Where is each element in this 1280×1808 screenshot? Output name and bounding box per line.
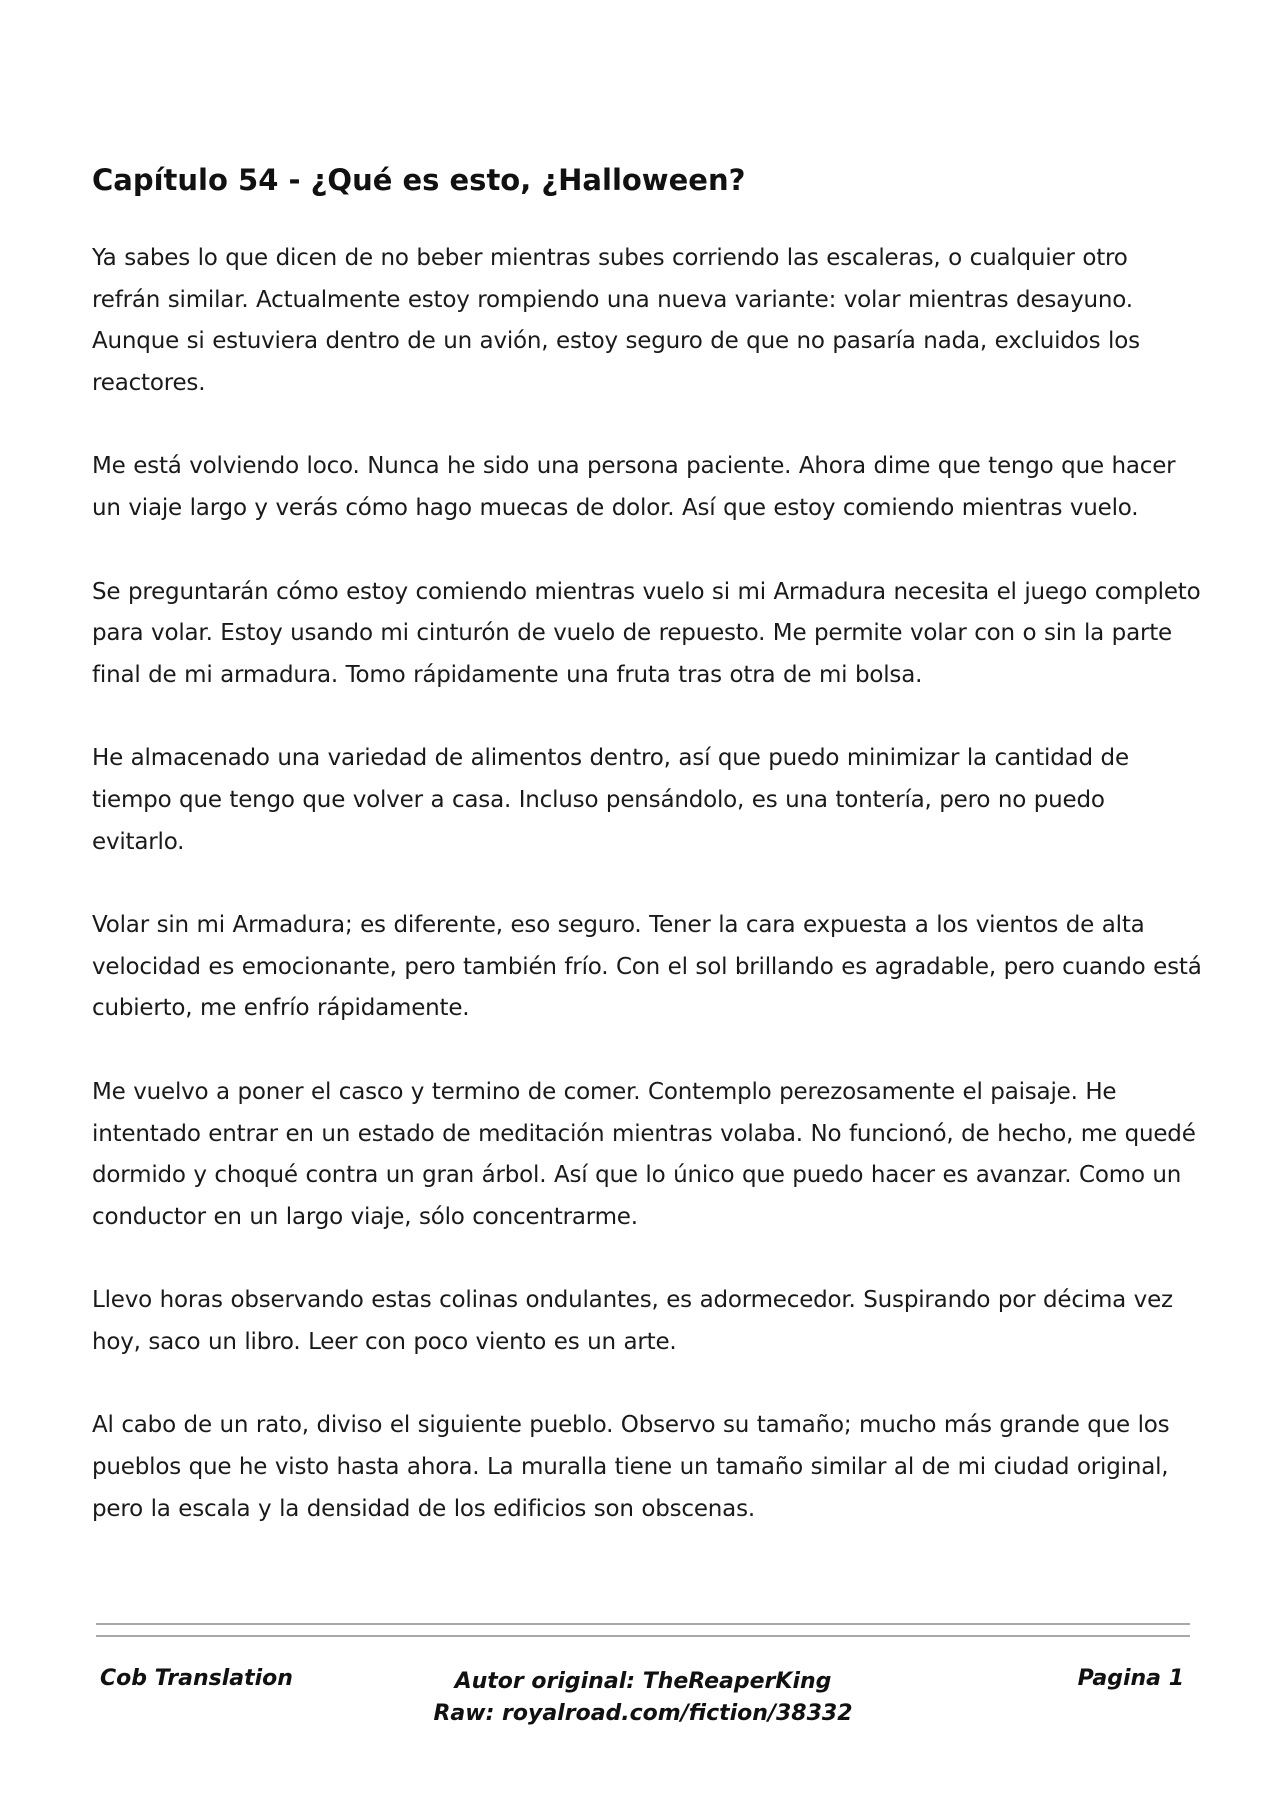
- paragraph-2: Me está volviendo loco. Nunca he sido una persona paciente. Ahora dime que tengo que hacer un viaje largo y verás cómo hago muecas de dolor. Así que estoy comiendo mientras vuelo.: [92, 453, 1176, 521]
- paragraph-1: Ya sabes lo que dicen de no beber mientras subes corriendo las escaleras, o cualquier otro refrán similar. Actualmente estoy rompiendo una nueva variante: volar mientras desayuno. Aunque si estuviera dentro de un avión, estoy seguro de que no pasaría nada, excluidos los reactores.: [92, 245, 1140, 396]
- paragraph-8: Al cabo de un rato, diviso el siguiente pueblo. Observo su tamaño; mucho más grande que los pueblos que he visto hasta ahora. La muralla tiene un tamaño similar al de mi ciudad original, pero la escala y la densidad de los edificios son obscenas.: [92, 1412, 1170, 1522]
- footer-raw-source: Raw: royalroad.com/fiction/38332: [433, 1701, 853, 1726]
- footer-translator: Cob Translation: [100, 1666, 293, 1691]
- paragraph-5: Volar sin mi Armadura; es diferente, eso seguro. Tener la cara expuesta a los vientos de alta velocidad es emocionante, pero también frío. Con el sol brillando es agradable, pero cuando está cubierto, me enfrío rápidamente.: [92, 912, 1202, 1022]
- paragraph-3: Se preguntarán cómo estoy comiendo mientras vuelo si mi Armadura necesita el juego completo para volar. Estoy usando mi cinturón de vuelo de repuesto. Me permite volar con o sin la parte final de mi armadura. Tomo rápidamente una fruta tras otra de mi bolsa.: [92, 578, 1201, 688]
- paragraph-6: Me vuelvo a poner el casco y termino de comer. Contemplo perezosamente el paisaje. He intentado entrar en un estado de meditación mientras volaba. No funcionó, de hecho, me quedé dormido y choqué contra un gran árbol. Así que lo único que puedo hacer es avanzar. Como un conductor en un largo viaje, sólo concentrarme.: [92, 1078, 1196, 1230]
- footer-divider-top: [96, 1623, 1190, 1625]
- footer-divider-bottom: [96, 1635, 1190, 1637]
- footer-author: Autor original: TheReaperKing: [454, 1669, 832, 1694]
- chapter-title: Capítulo 54 - ¿Qué es esto, ¿Halloween?: [92, 163, 746, 197]
- footer-page-number: Pagina 1: [1077, 1666, 1184, 1691]
- document-body: [92, 160, 1202, 1572]
- paragraph-4: He almacenado una variedad de alimentos dentro, así que puedo minimizar la cantidad de tiempo que tengo que volver a casa. Incluso pensándolo, es una tontería, pero no puedo evitarlo.: [92, 745, 1129, 855]
- footer-credits: [96, 1666, 1190, 1730]
- paragraph-7: Llevo horas observando estas colinas ondulantes, es adormecedor. Suspirando por décima vez hoy, saco un libro. Leer con poco viento es un arte.: [92, 1287, 1173, 1355]
- page-footer: [96, 1660, 1190, 1740]
